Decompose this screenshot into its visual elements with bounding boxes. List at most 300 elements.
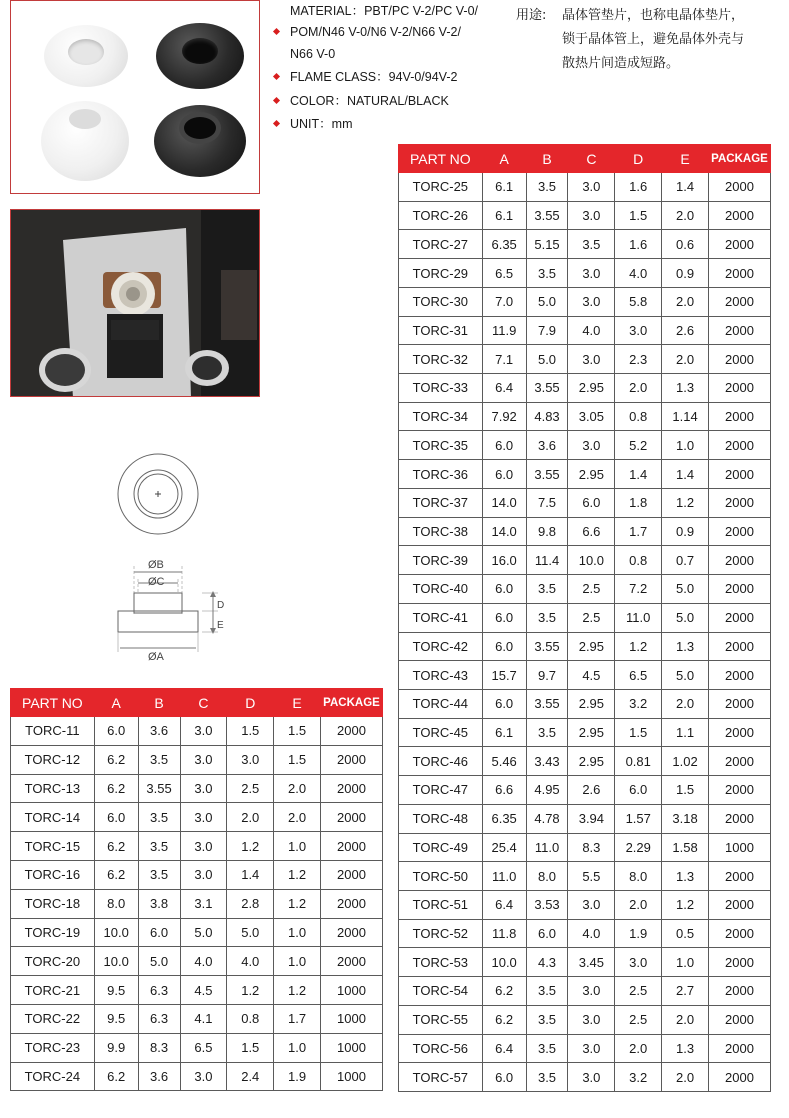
cell-e: 1.0 bbox=[662, 948, 709, 977]
cell-e: 1.4 bbox=[662, 173, 709, 202]
table-row bbox=[399, 201, 771, 230]
cell-package: 2000 bbox=[708, 632, 770, 661]
cell-part-no: TORC-44 bbox=[399, 689, 483, 718]
cell-c: 3.0 bbox=[568, 431, 615, 460]
cell-c: 6.0 bbox=[568, 488, 615, 517]
cell-d: 2.0 bbox=[227, 803, 274, 832]
spec-list bbox=[272, 4, 512, 138]
cell-b: 3.5 bbox=[526, 173, 568, 202]
cell-package: 2000 bbox=[708, 374, 770, 403]
cell-d: 5.0 bbox=[227, 918, 274, 947]
cell-b: 3.5 bbox=[138, 832, 180, 861]
table-row bbox=[399, 862, 771, 891]
cell-package: 2000 bbox=[708, 575, 770, 604]
cell-part-no: TORC-45 bbox=[399, 718, 483, 747]
cell-c: 3.0 bbox=[568, 201, 615, 230]
cell-d: 1.4 bbox=[615, 460, 662, 489]
cell-d: 1.57 bbox=[615, 804, 662, 833]
table-row bbox=[11, 1062, 383, 1091]
cell-package: 2000 bbox=[708, 747, 770, 776]
cell-c: 6.5 bbox=[180, 1033, 227, 1062]
cell-e: 2.0 bbox=[662, 689, 709, 718]
table-row bbox=[399, 287, 771, 316]
cell-c: 4.0 bbox=[568, 316, 615, 345]
table-row bbox=[399, 603, 771, 632]
cell-b: 7.5 bbox=[526, 488, 568, 517]
cell-a: 6.1 bbox=[482, 173, 526, 202]
cell-a: 6.4 bbox=[482, 374, 526, 403]
cell-e: 1.9 bbox=[274, 1062, 321, 1091]
cell-d: 1.9 bbox=[615, 919, 662, 948]
cell-a: 7.92 bbox=[482, 402, 526, 431]
cell-part-no: TORC-29 bbox=[399, 259, 483, 288]
cell-d: 1.8 bbox=[615, 488, 662, 517]
usage-line: 晶体管垫片，也称电晶体垫片， bbox=[562, 8, 745, 23]
usage-line: 散热片间造成短路。 bbox=[562, 56, 680, 71]
cell-package: 2000 bbox=[708, 776, 770, 805]
table-row bbox=[399, 345, 771, 374]
cell-e: 1.2 bbox=[274, 976, 321, 1005]
cell-d: 11.0 bbox=[615, 603, 662, 632]
dimension-drawing bbox=[100, 448, 230, 664]
cell-package: 2000 bbox=[708, 287, 770, 316]
black-washer-angle-image bbox=[154, 105, 246, 177]
cell-b: 3.6 bbox=[138, 717, 180, 746]
cell-part-no: TORC-19 bbox=[11, 918, 95, 947]
table-row bbox=[399, 948, 771, 977]
cell-package: 1000 bbox=[708, 833, 770, 862]
cell-c: 2.95 bbox=[568, 747, 615, 776]
table-row bbox=[399, 747, 771, 776]
cell-d: 7.2 bbox=[615, 575, 662, 604]
cell-a: 11.8 bbox=[482, 919, 526, 948]
cell-package: 2000 bbox=[708, 603, 770, 632]
cell-e: 1.14 bbox=[662, 402, 709, 431]
cell-a: 9.9 bbox=[94, 1033, 138, 1062]
cell-package: 2000 bbox=[708, 919, 770, 948]
table-row bbox=[399, 919, 771, 948]
cell-d: 0.8 bbox=[227, 1004, 274, 1033]
table-row bbox=[399, 804, 771, 833]
cell-package: 1000 bbox=[321, 976, 383, 1005]
bullet-icon bbox=[273, 96, 280, 103]
table-row bbox=[399, 890, 771, 919]
cell-a: 7.0 bbox=[482, 287, 526, 316]
cell-c: 3.45 bbox=[568, 948, 615, 977]
cell-b: 6.3 bbox=[138, 976, 180, 1005]
cell-c: 3.0 bbox=[568, 1034, 615, 1063]
cell-d: 1.5 bbox=[227, 717, 274, 746]
cell-c: 3.0 bbox=[568, 890, 615, 919]
cell-d: 3.0 bbox=[615, 316, 662, 345]
cell-a: 6.2 bbox=[94, 745, 138, 774]
table-row bbox=[11, 976, 383, 1005]
cell-c: 3.0 bbox=[568, 1063, 615, 1092]
table-row bbox=[399, 833, 771, 862]
header-a: A bbox=[94, 689, 138, 717]
cell-part-no: TORC-46 bbox=[399, 747, 483, 776]
table-row bbox=[11, 947, 383, 976]
cell-b: 3.55 bbox=[526, 632, 568, 661]
cell-a: 8.0 bbox=[94, 889, 138, 918]
cell-c: 4.0 bbox=[180, 947, 227, 976]
table-row bbox=[11, 1033, 383, 1062]
header-d: D bbox=[615, 145, 662, 173]
cell-e: 1.2 bbox=[662, 890, 709, 919]
cell-d: 3.2 bbox=[615, 689, 662, 718]
cell-a: 10.0 bbox=[94, 918, 138, 947]
cell-d: 6.0 bbox=[615, 776, 662, 805]
cell-package: 2000 bbox=[708, 316, 770, 345]
cell-d: 2.5 bbox=[615, 977, 662, 1006]
cell-package: 1000 bbox=[321, 1004, 383, 1033]
table-row bbox=[399, 316, 771, 345]
cell-e: 1.2 bbox=[274, 889, 321, 918]
cell-e: 1.3 bbox=[662, 1034, 709, 1063]
cell-package: 2000 bbox=[708, 977, 770, 1006]
header-package: PACKAGE bbox=[708, 145, 770, 173]
cell-a: 6.2 bbox=[94, 1062, 138, 1091]
cell-package: 2000 bbox=[321, 832, 383, 861]
cell-e: 1.5 bbox=[662, 776, 709, 805]
cell-b: 3.8 bbox=[138, 889, 180, 918]
cell-b: 4.83 bbox=[526, 402, 568, 431]
cell-part-no: TORC-51 bbox=[399, 890, 483, 919]
cell-e: 2.0 bbox=[662, 1063, 709, 1092]
table-row bbox=[11, 918, 383, 947]
header-package: PACKAGE bbox=[321, 689, 383, 717]
transistor-mount-image bbox=[11, 210, 260, 397]
cell-part-no: TORC-38 bbox=[399, 517, 483, 546]
table-row bbox=[11, 889, 383, 918]
cell-b: 8.0 bbox=[526, 862, 568, 891]
table-row bbox=[11, 717, 383, 746]
header-d: D bbox=[227, 689, 274, 717]
cell-b: 9.8 bbox=[526, 517, 568, 546]
cell-d: 2.0 bbox=[615, 890, 662, 919]
cell-package: 2000 bbox=[708, 201, 770, 230]
header-a: A bbox=[482, 145, 526, 173]
cell-d: 2.3 bbox=[615, 345, 662, 374]
cell-a: 15.7 bbox=[482, 661, 526, 690]
cell-c: 5.5 bbox=[568, 862, 615, 891]
cell-c: 3.0 bbox=[180, 1062, 227, 1091]
cell-c: 3.94 bbox=[568, 804, 615, 833]
cell-package: 2000 bbox=[321, 717, 383, 746]
cell-part-no: TORC-21 bbox=[11, 976, 95, 1005]
header-e: E bbox=[662, 145, 709, 173]
spec-color: COLOR：NATURAL/BLACK bbox=[272, 94, 512, 108]
natural-washer-top-image bbox=[44, 25, 128, 87]
cell-b: 3.5 bbox=[526, 977, 568, 1006]
cell-a: 6.2 bbox=[94, 832, 138, 861]
cell-d: 2.4 bbox=[227, 1062, 274, 1091]
cell-part-no: TORC-16 bbox=[11, 860, 95, 889]
cell-package: 2000 bbox=[321, 774, 383, 803]
cell-d: 0.81 bbox=[615, 747, 662, 776]
cell-package: 2000 bbox=[708, 488, 770, 517]
cell-c: 4.1 bbox=[180, 1004, 227, 1033]
cell-b: 4.95 bbox=[526, 776, 568, 805]
cell-part-no: TORC-40 bbox=[399, 575, 483, 604]
bullet-icon bbox=[273, 73, 280, 80]
cell-a: 6.35 bbox=[482, 230, 526, 259]
cell-e: 5.0 bbox=[662, 575, 709, 604]
cell-c: 2.5 bbox=[568, 603, 615, 632]
cell-c: 4.5 bbox=[568, 661, 615, 690]
cell-part-no: TORC-47 bbox=[399, 776, 483, 805]
cell-e: 1.58 bbox=[662, 833, 709, 862]
cell-part-no: TORC-20 bbox=[11, 947, 95, 976]
cell-a: 6.6 bbox=[482, 776, 526, 805]
cell-package: 2000 bbox=[708, 173, 770, 202]
cell-package: 2000 bbox=[321, 918, 383, 947]
cell-a: 6.2 bbox=[482, 977, 526, 1006]
cell-e: 0.5 bbox=[662, 919, 709, 948]
table-row bbox=[399, 173, 771, 202]
cell-e: 0.6 bbox=[662, 230, 709, 259]
header-part-no: PART NO bbox=[11, 689, 95, 717]
cell-c: 2.95 bbox=[568, 689, 615, 718]
cell-e: 1.0 bbox=[274, 947, 321, 976]
cell-c: 3.0 bbox=[568, 977, 615, 1006]
cell-package: 2000 bbox=[708, 804, 770, 833]
cell-b: 3.6 bbox=[526, 431, 568, 460]
cell-a: 5.46 bbox=[482, 747, 526, 776]
cell-b: 3.5 bbox=[526, 1063, 568, 1092]
cell-c: 5.0 bbox=[180, 918, 227, 947]
label-d: D bbox=[217, 600, 225, 611]
header-b: B bbox=[526, 145, 568, 173]
cell-e: 2.0 bbox=[662, 287, 709, 316]
cell-e: 2.0 bbox=[662, 1005, 709, 1034]
cell-c: 3.5 bbox=[568, 230, 615, 259]
cell-b: 3.5 bbox=[526, 1005, 568, 1034]
cell-d: 4.0 bbox=[615, 259, 662, 288]
cell-package: 2000 bbox=[708, 460, 770, 489]
cell-c: 8.3 bbox=[568, 833, 615, 862]
cell-d: 5.2 bbox=[615, 431, 662, 460]
cell-c: 3.0 bbox=[180, 745, 227, 774]
cell-a: 14.0 bbox=[482, 517, 526, 546]
spec-material: MATERIAL：PBT/PC V-2/PC V-0/ bbox=[290, 4, 479, 18]
cell-b: 3.55 bbox=[526, 374, 568, 403]
cell-d: 2.5 bbox=[615, 1005, 662, 1034]
cell-c: 2.95 bbox=[568, 718, 615, 747]
cell-d: 0.8 bbox=[615, 402, 662, 431]
cell-b: 3.55 bbox=[526, 460, 568, 489]
cell-part-no: TORC-33 bbox=[399, 374, 483, 403]
cell-d: 3.0 bbox=[615, 948, 662, 977]
cell-a: 7.1 bbox=[482, 345, 526, 374]
cell-b: 9.7 bbox=[526, 661, 568, 690]
cell-d: 3.0 bbox=[227, 745, 274, 774]
cell-package: 2000 bbox=[708, 862, 770, 891]
cell-c: 4.0 bbox=[568, 919, 615, 948]
table-row bbox=[399, 1063, 771, 1092]
table-row bbox=[399, 230, 771, 259]
header-b: B bbox=[138, 689, 180, 717]
cell-c: 2.6 bbox=[568, 776, 615, 805]
cell-d: 2.5 bbox=[227, 774, 274, 803]
cell-a: 25.4 bbox=[482, 833, 526, 862]
cell-part-no: TORC-41 bbox=[399, 603, 483, 632]
cell-e: 2.0 bbox=[274, 774, 321, 803]
cell-e: 1.5 bbox=[274, 745, 321, 774]
cell-part-no: TORC-50 bbox=[399, 862, 483, 891]
cell-a: 6.0 bbox=[482, 632, 526, 661]
table-row bbox=[399, 488, 771, 517]
cell-d: 2.8 bbox=[227, 889, 274, 918]
cell-b: 3.55 bbox=[138, 774, 180, 803]
cell-c: 4.5 bbox=[180, 976, 227, 1005]
cell-e: 0.9 bbox=[662, 517, 709, 546]
cell-part-no: TORC-48 bbox=[399, 804, 483, 833]
label-oc: ØC bbox=[148, 576, 165, 588]
cell-package: 2000 bbox=[321, 745, 383, 774]
cell-a: 6.2 bbox=[94, 774, 138, 803]
cell-package: 2000 bbox=[321, 889, 383, 918]
cell-a: 6.35 bbox=[482, 804, 526, 833]
table-row bbox=[399, 460, 771, 489]
table-row bbox=[399, 374, 771, 403]
cell-package: 2000 bbox=[321, 803, 383, 832]
cell-e: 2.0 bbox=[274, 803, 321, 832]
cell-d: 2.0 bbox=[615, 374, 662, 403]
cell-part-no: TORC-30 bbox=[399, 287, 483, 316]
table-row bbox=[399, 517, 771, 546]
cell-package: 2000 bbox=[708, 689, 770, 718]
cell-a: 6.0 bbox=[482, 431, 526, 460]
cell-b: 3.43 bbox=[526, 747, 568, 776]
cell-a: 6.4 bbox=[482, 1034, 526, 1063]
cell-b: 3.55 bbox=[526, 689, 568, 718]
cell-d: 0.8 bbox=[615, 546, 662, 575]
cell-e: 3.18 bbox=[662, 804, 709, 833]
cell-part-no: TORC-18 bbox=[11, 889, 95, 918]
cell-b: 11.4 bbox=[526, 546, 568, 575]
usage-line: 锁于晶体管上，避免晶体外壳与 bbox=[562, 32, 745, 47]
cell-d: 4.0 bbox=[227, 947, 274, 976]
table-row bbox=[11, 1004, 383, 1033]
cell-a: 6.0 bbox=[482, 689, 526, 718]
table-row bbox=[399, 431, 771, 460]
cell-a: 6.0 bbox=[482, 1063, 526, 1092]
cell-b: 6.0 bbox=[526, 919, 568, 948]
cell-c: 3.0 bbox=[568, 1005, 615, 1034]
cell-e: 1.0 bbox=[662, 431, 709, 460]
cell-a: 6.0 bbox=[482, 575, 526, 604]
cell-c: 2.95 bbox=[568, 374, 615, 403]
cell-package: 2000 bbox=[708, 230, 770, 259]
table-row bbox=[11, 832, 383, 861]
cell-e: 1.5 bbox=[274, 717, 321, 746]
cell-e: 2.7 bbox=[662, 977, 709, 1006]
cell-a: 11.0 bbox=[482, 862, 526, 891]
cell-b: 3.53 bbox=[526, 890, 568, 919]
cell-package: 2000 bbox=[321, 860, 383, 889]
cell-part-no: TORC-26 bbox=[399, 201, 483, 230]
cell-b: 5.0 bbox=[526, 287, 568, 316]
cell-c: 3.0 bbox=[180, 803, 227, 832]
table-row bbox=[399, 718, 771, 747]
cell-part-no: TORC-37 bbox=[399, 488, 483, 517]
usage-description bbox=[516, 4, 784, 76]
cell-d: 1.2 bbox=[227, 832, 274, 861]
table-row bbox=[399, 1005, 771, 1034]
cell-part-no: TORC-57 bbox=[399, 1063, 483, 1092]
cell-b: 4.78 bbox=[526, 804, 568, 833]
table-row bbox=[11, 745, 383, 774]
cell-e: 1.2 bbox=[662, 488, 709, 517]
cell-package: 2000 bbox=[321, 947, 383, 976]
table-row bbox=[399, 661, 771, 690]
table-row bbox=[11, 803, 383, 832]
cell-c: 3.0 bbox=[568, 287, 615, 316]
cell-c: 2.5 bbox=[568, 575, 615, 604]
cell-a: 6.5 bbox=[482, 259, 526, 288]
cell-e: 0.7 bbox=[662, 546, 709, 575]
spec-table-right bbox=[398, 144, 771, 1092]
bullet-icon bbox=[273, 28, 280, 35]
cell-b: 3.5 bbox=[526, 1034, 568, 1063]
cell-d: 2.29 bbox=[615, 833, 662, 862]
cell-package: 2000 bbox=[708, 1034, 770, 1063]
cell-package: 2000 bbox=[708, 259, 770, 288]
cell-b: 3.5 bbox=[526, 575, 568, 604]
cell-b: 3.5 bbox=[138, 745, 180, 774]
product-photo bbox=[10, 0, 260, 194]
cell-a: 6.2 bbox=[482, 1005, 526, 1034]
label-ob: ØB bbox=[148, 559, 164, 571]
cell-package: 1000 bbox=[321, 1062, 383, 1091]
cell-part-no: TORC-49 bbox=[399, 833, 483, 862]
cell-b: 3.5 bbox=[138, 803, 180, 832]
cell-c: 3.0 bbox=[180, 774, 227, 803]
cell-part-no: TORC-39 bbox=[399, 546, 483, 575]
cell-part-no: TORC-23 bbox=[11, 1033, 95, 1062]
cell-b: 5.0 bbox=[138, 947, 180, 976]
cell-c: 2.95 bbox=[568, 632, 615, 661]
cell-a: 6.0 bbox=[94, 803, 138, 832]
cell-a: 11.9 bbox=[482, 316, 526, 345]
cell-part-no: TORC-31 bbox=[399, 316, 483, 345]
table-row bbox=[399, 546, 771, 575]
cell-a: 6.0 bbox=[482, 603, 526, 632]
cell-b: 3.5 bbox=[526, 603, 568, 632]
header-c: C bbox=[568, 145, 615, 173]
cell-part-no: TORC-36 bbox=[399, 460, 483, 489]
cell-b: 8.3 bbox=[138, 1033, 180, 1062]
cell-c: 3.05 bbox=[568, 402, 615, 431]
cell-c: 3.0 bbox=[180, 717, 227, 746]
cell-c: 3.1 bbox=[180, 889, 227, 918]
cell-e: 5.0 bbox=[662, 661, 709, 690]
natural-washer-angle-image bbox=[41, 101, 129, 181]
cell-e: 2.0 bbox=[662, 345, 709, 374]
cell-part-no: TORC-42 bbox=[399, 632, 483, 661]
cell-b: 6.0 bbox=[138, 918, 180, 947]
cell-e: 1.3 bbox=[662, 862, 709, 891]
table-row bbox=[399, 575, 771, 604]
cell-package: 2000 bbox=[708, 546, 770, 575]
cell-c: 6.6 bbox=[568, 517, 615, 546]
cell-b: 11.0 bbox=[526, 833, 568, 862]
cell-part-no: TORC-54 bbox=[399, 977, 483, 1006]
spec-flame-class: FLAME CLASS：94V-0/94V-2 bbox=[272, 70, 512, 84]
cell-part-no: TORC-55 bbox=[399, 1005, 483, 1034]
cell-a: 6.1 bbox=[482, 201, 526, 230]
